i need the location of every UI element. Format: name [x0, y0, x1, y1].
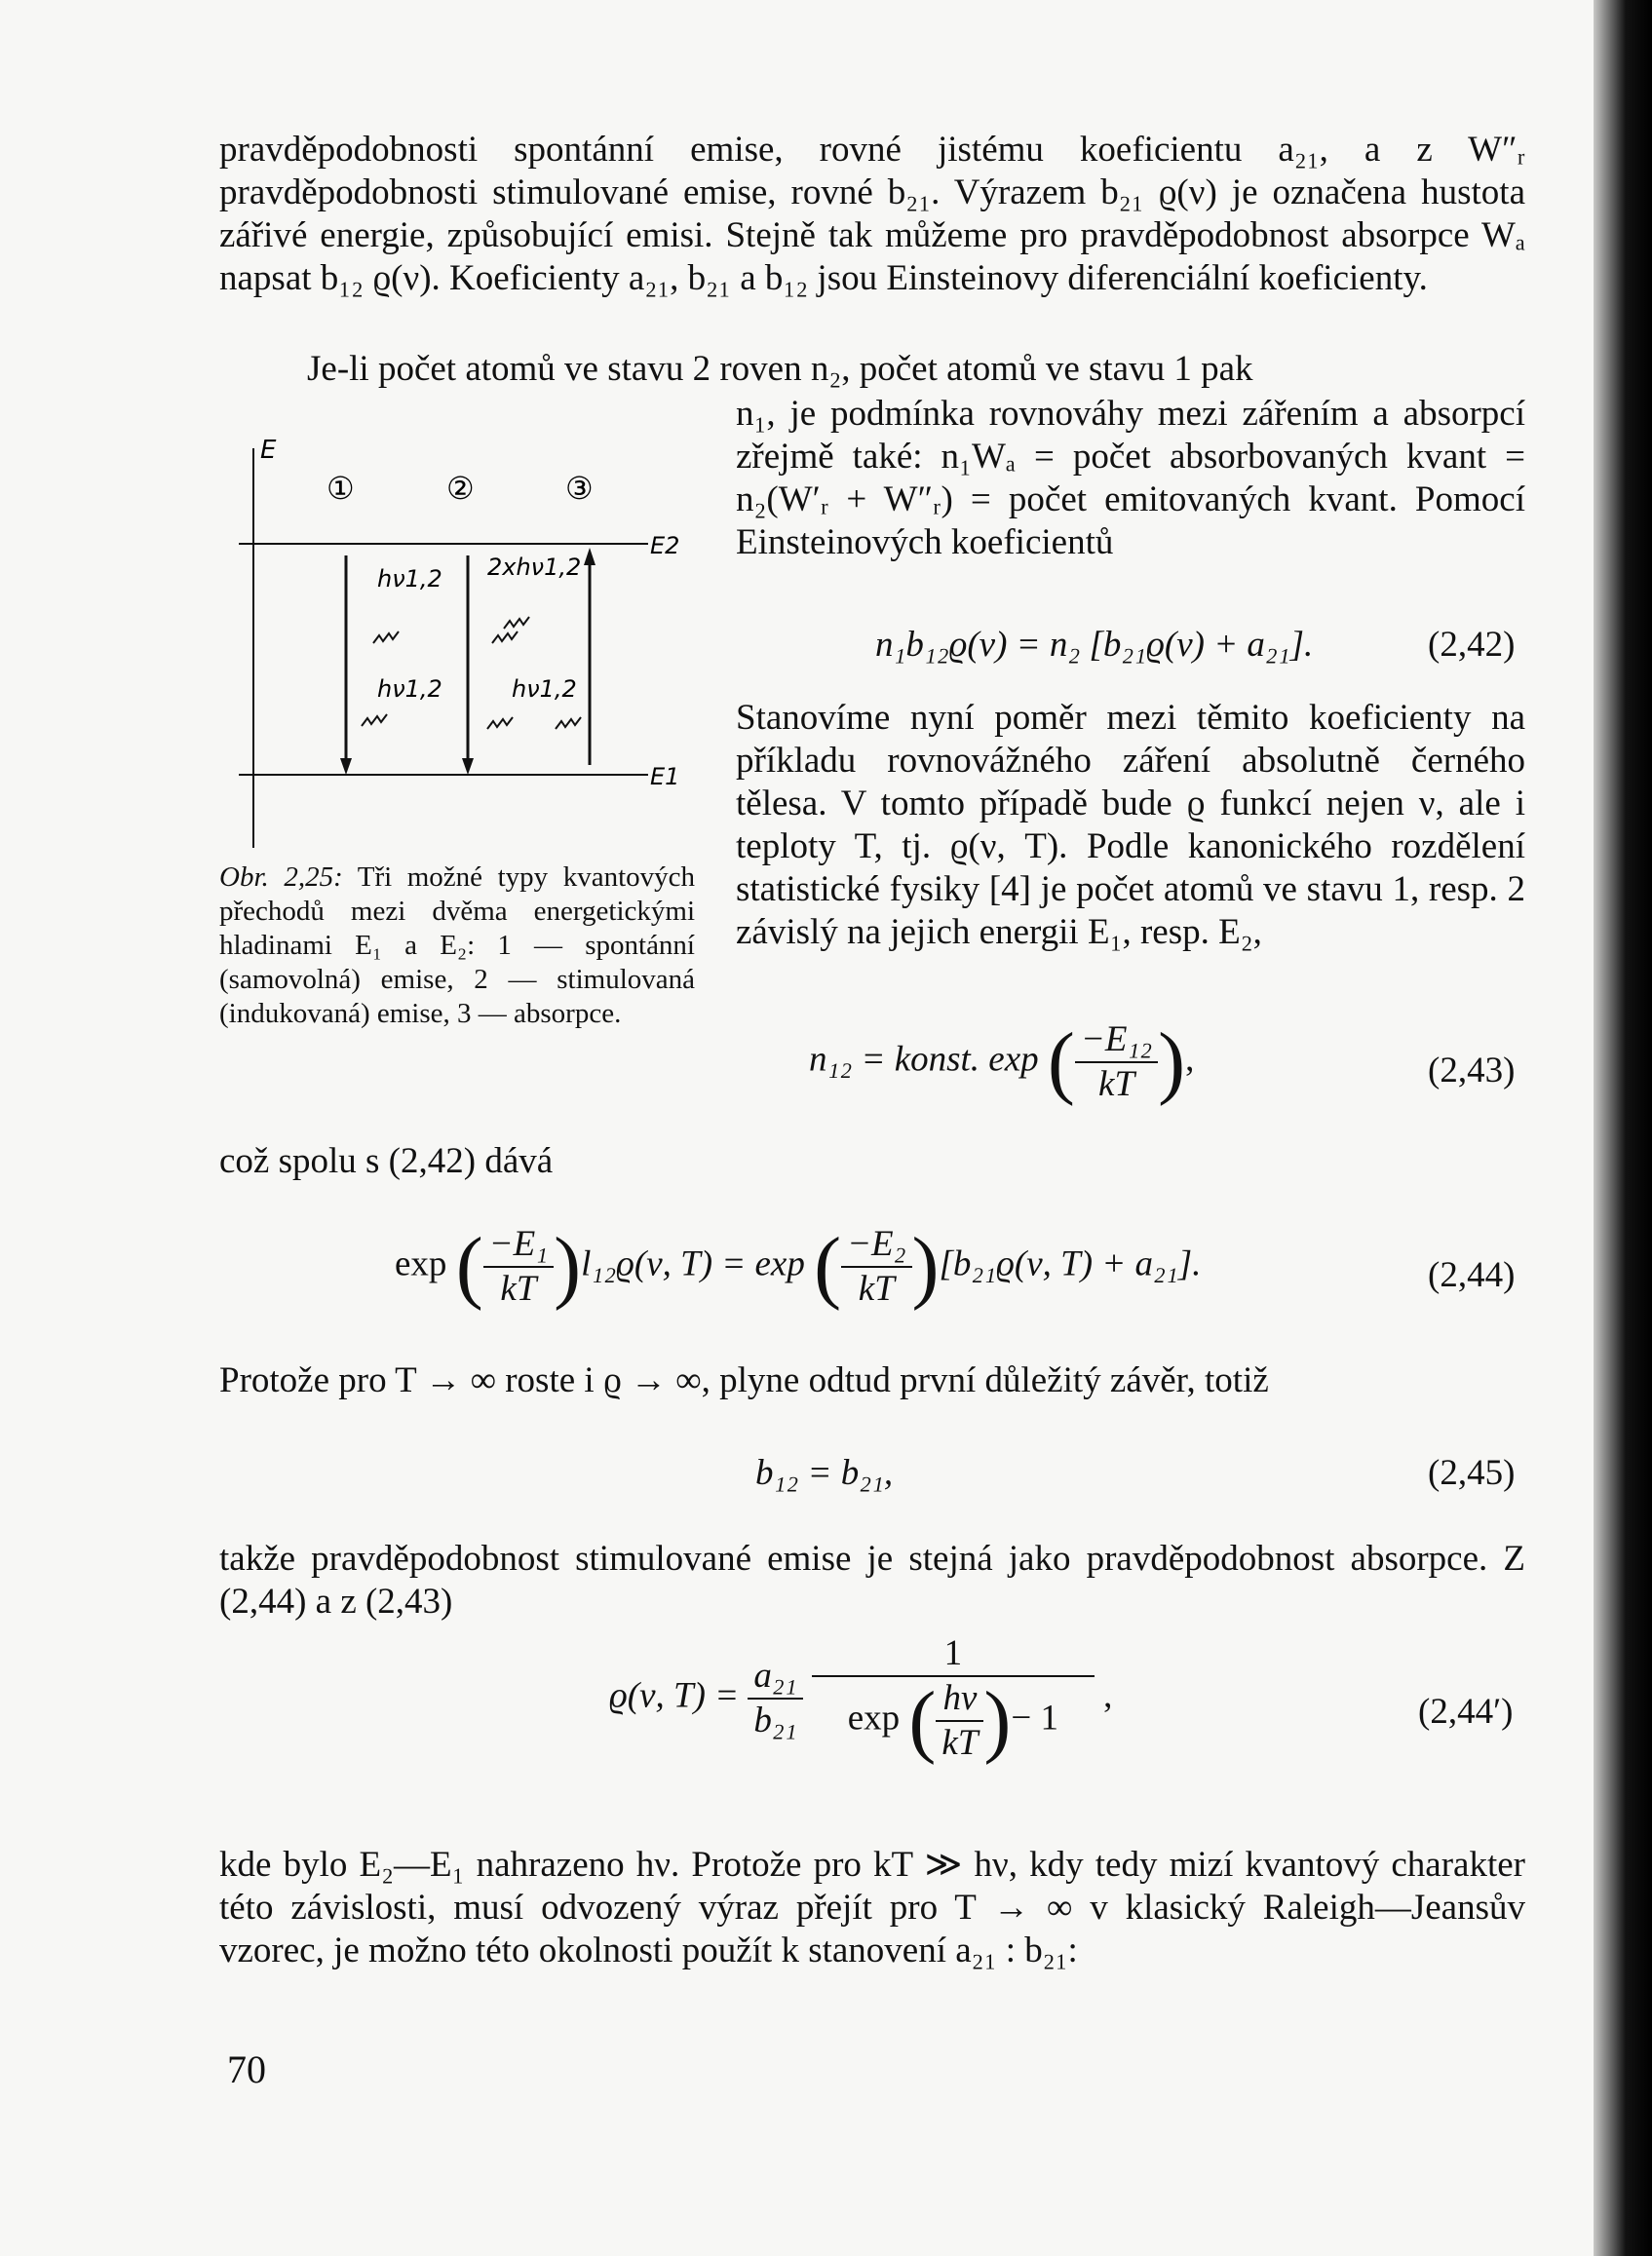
eq244p-denominator: exp ( $\frac{h\nu}{kT}$ )− 1: [847, 1675, 1059, 1766]
photon-wave-2: [362, 714, 387, 726]
eq244p-fraction-inner: [936, 1677, 983, 1765]
eq244-numerator-2: −E₂: [841, 1223, 911, 1268]
paragraph-2: [219, 348, 1525, 391]
label-emitted-photon: hν1,2: [377, 675, 442, 703]
paragraph-2-wrap: n₁, je podmínka rovnováhy mezi zářením a absorpcí zřejmě také: n₁Wₐ = počet absorbovaných kvant = n₂(W′ᵣ + W″ᵣ) = počet emitovaných kvant. Pomocí Einsteinových koeficientů: [736, 394, 1525, 562]
equation-2-44-number: (2,44): [1428, 1255, 1516, 1295]
eq244-middle: l₁₂ϱ(ν, T) = exp: [581, 1243, 805, 1284]
equation-2-45-number: (2,45): [1428, 1453, 1516, 1493]
level-e2-label: E2: [650, 532, 680, 559]
equation-2-43: n₁₂ = konst. exp ( $\frac{\text{−E₁₂}}{kT}$ ),: [809, 1016, 1195, 1107]
equation-2-43-number: (2,43): [1428, 1051, 1516, 1090]
energy-level-figure: [219, 419, 707, 848]
paragraph-4: což spolu s (2,42) dává: [219, 1141, 554, 1181]
caption-text: Tři možné typy kvantových přechodů mezi dvěma energetickými hladinami E₁ a E₂: 1 — spontánní (samovolná) emise, 2 — stimulovaná (indukovaná) emise, 3 — absorpce.: [219, 861, 696, 1029]
eq244-exp-1: exp: [395, 1243, 447, 1284]
paragraph-2-line: Je-li počet atomů ve stavu 2 roven n₂, počet atomů ve stavu 1 pak: [307, 349, 1253, 389]
eq244p-left: ϱ(ν, T) =: [609, 1675, 740, 1716]
caption-lead: Obr. 2,25:: [219, 861, 343, 893]
photon-wave-3: [492, 631, 518, 643]
eq244-fraction-2: [841, 1223, 911, 1311]
marker-3: ③: [565, 470, 594, 507]
equation-2-42: n₁b₁₂ϱ(ν) = n₂ [b₂₁ϱ(ν) + a₂₁].: [875, 625, 1314, 665]
eq244p-numerator-a21: a₂₁: [748, 1655, 802, 1700]
eq244p-inner-numerator: hν: [936, 1677, 983, 1722]
energy-axis-label: E: [260, 436, 277, 465]
label-stimulating-photons: 2xhν1,2: [487, 554, 582, 581]
eq244-denominator-1: kT: [500, 1269, 537, 1309]
eq244-numerator-1: −E₁: [483, 1223, 554, 1268]
paragraph-1: pravděpodobnosti spontánní emise, rovné jistému koeficientu a₂₁, a z W″ᵣ pravděpodobnosti stimulované emise, rovné b₂₁. Výrazem b₂₁ ϱ(ν) je označena hustota zářivé energie, způsobující emisi. Stejně tak můžeme pro pravděpodobnost absorpce Wₐ napsat b₁₂ ϱ(ν). Koeficienty a₂₁, b₂₁ a b₁₂ jsou Einsteinovy diferenciální koeficienty.: [219, 130, 1525, 298]
eq244p-minus-one: − 1: [1011, 1698, 1059, 1739]
eq244p-numerator-one: 1: [812, 1632, 1095, 1677]
marker-2: ②: [446, 470, 475, 507]
eq243-left: n₁₂ = konst. exp: [809, 1039, 1039, 1080]
eq244p-fraction-ab: [748, 1655, 802, 1742]
eq244p-fraction-main: [812, 1632, 1095, 1765]
page-number: 70: [227, 2047, 266, 2091]
paragraph-3-wrap: Stanovíme nyní poměr mezi těmito koeficienty na příkladu rovnovážného záření absolutně černého tělesa. V tomto případě bude ϱ funkcí nejen ν, ale i teploty T, tj. ϱ(ν, T). Podle kanonického rozdělení statistické fysiky [4] je počet atomů ve stavu 1, resp. 2 závislý na jejich energii E₁, resp. E₂,: [736, 698, 1525, 952]
eq243-denominator: kT: [1098, 1064, 1135, 1104]
eq243-fraction: [1075, 1018, 1158, 1106]
photon-wave-1: [373, 631, 399, 643]
eq244-fraction-1: [483, 1223, 554, 1311]
eq244p-inner-denominator: kT: [941, 1723, 979, 1763]
paragraph-7: kde bylo E₂—E₁ nahrazeno hν. Protože pro kT ≫ hν, kdy tedy mizí kvantový charakter této závislosti, musí odvozený výraz přejít pro T → ∞ v klasický Raleigh—Jeansův vzorec, je možno této okolnosti použít k stanovení a₂₁ : b₂₁:: [219, 1845, 1525, 1970]
figure-caption: [219, 860, 695, 1031]
paragraph-6: takže pravděpodobnost stimulované emise je stejná jako pravděpodobnost absorpce. Z (2,44) a z (2,43): [219, 1539, 1525, 1622]
eq243-paren-open: (: [1047, 1016, 1075, 1107]
level-e1-label: E1: [650, 763, 680, 790]
label-spontaneous-photon: hν1,2: [377, 565, 442, 593]
equation-2-44-prime-number: (2,44′): [1418, 1692, 1514, 1732]
eq244p-exp: exp: [847, 1698, 901, 1739]
eq244-end: [b₂₁ϱ(ν, T) + a₂₁].: [939, 1243, 1202, 1284]
photon-wave-4: [504, 617, 529, 629]
eq243-numerator: −E₁₂: [1075, 1018, 1158, 1063]
equation-2-45: b₁₂ = b₂₁,: [755, 1453, 894, 1493]
equation-2-44: exp ( $\frac{\text{−E₁}}{kT}$ )l₁₂ϱ(ν, T) = exp ( $\frac{\text{−E₂}}{kT}$ )[b₂₁ϱ(ν, T) + a₂₁].: [395, 1221, 1202, 1312]
eq244-denominator-2: kT: [858, 1269, 895, 1309]
book-binding-shadow: [1594, 0, 1652, 2256]
eq243-paren-close: ): [1158, 1016, 1186, 1107]
equation-2-42-number: (2,42): [1428, 625, 1516, 665]
paragraph-5: Protože pro T → ∞ roste i ϱ → ∞, plyne odtud první důležitý závěr, totiž: [219, 1360, 1269, 1400]
equation-2-44-prime: ϱ(ν, T) = $\frac{\text{a₂₁}}{\text{b₂₁}}$ 1 exp ( $\frac{h\nu}{kT}$ )− 1 ,: [609, 1633, 1113, 1766]
marker-1: ①: [327, 470, 355, 507]
photon-wave-5: [487, 717, 513, 729]
photon-wave-6: [556, 717, 581, 729]
label-absorbed-photon: hν1,2: [512, 675, 577, 703]
eq244p-denominator-b21: b₂₁: [753, 1701, 797, 1740]
